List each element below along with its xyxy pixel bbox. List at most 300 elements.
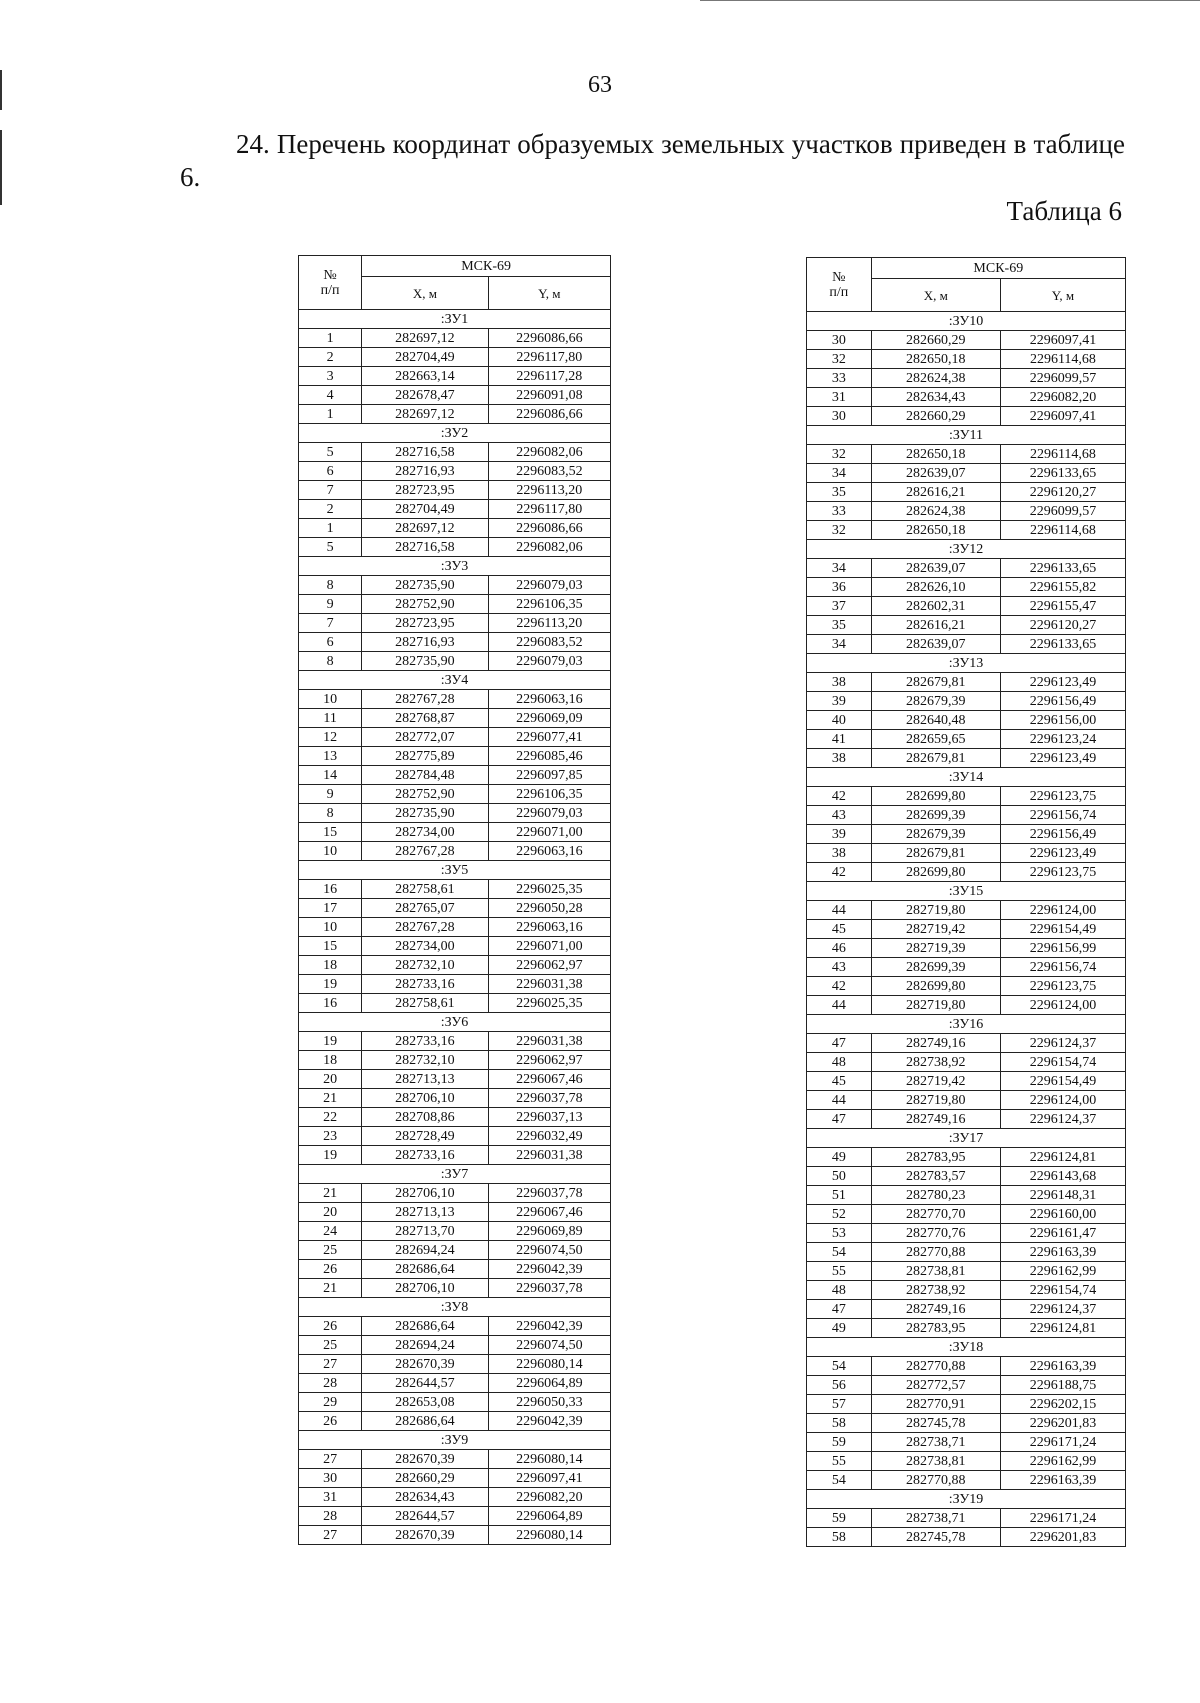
y-coordinate: 2296163,39 <box>1000 1471 1125 1490</box>
point-number: 9 <box>299 595 362 614</box>
table-row <box>807 578 1126 597</box>
point-number: 44 <box>807 1091 872 1110</box>
y-coordinate: 2296071,00 <box>488 937 610 956</box>
x-coordinate: 282783,95 <box>871 1319 1000 1338</box>
y-coordinate: 2296042,39 <box>488 1317 610 1336</box>
table-row <box>807 673 1126 692</box>
point-number: 5 <box>299 443 362 462</box>
x-coordinate: 282770,70 <box>871 1205 1000 1224</box>
point-number: 32 <box>807 350 872 369</box>
x-coordinate: 282723,95 <box>362 481 488 500</box>
parcel-group-row <box>299 861 611 880</box>
parcel-name: :ЗУ10 <box>807 312 1126 331</box>
x-coordinate: 282733,16 <box>362 975 488 994</box>
table-row <box>807 1509 1126 1528</box>
y-coordinate: 2296123,49 <box>1000 844 1125 863</box>
x-coordinate: 282734,00 <box>362 937 488 956</box>
table-row <box>299 937 611 956</box>
table-row <box>807 1186 1126 1205</box>
parcel-name: :ЗУ15 <box>807 882 1126 901</box>
table-row <box>807 1053 1126 1072</box>
point-number: 28 <box>299 1374 362 1393</box>
y-coordinate: 2296099,57 <box>1000 502 1125 521</box>
table-row <box>299 1374 611 1393</box>
y-coordinate: 2296154,74 <box>1000 1281 1125 1300</box>
table-row <box>807 1205 1126 1224</box>
intro-paragraph: 24. Перечень координат образуемых земельных участков приведен в таблице 6. <box>180 129 1125 192</box>
x-coordinate: 282660,29 <box>871 407 1000 426</box>
x-coordinate: 282733,16 <box>362 1032 488 1051</box>
y-coordinate: 2296124,81 <box>1000 1148 1125 1167</box>
table-row <box>807 1452 1126 1471</box>
parcel-name: :ЗУ17 <box>807 1129 1126 1148</box>
point-number: 35 <box>807 616 872 635</box>
y-coordinate: 2296163,39 <box>1000 1357 1125 1376</box>
y-coordinate: 2296071,00 <box>488 823 610 842</box>
table-row <box>299 614 611 633</box>
y-coordinate: 2296091,08 <box>488 386 610 405</box>
point-number: 32 <box>807 445 872 464</box>
table-row <box>807 559 1126 578</box>
parcel-name: :ЗУ8 <box>299 1298 611 1317</box>
y-coordinate: 2296025,35 <box>488 994 610 1013</box>
table-row <box>807 1414 1126 1433</box>
point-number: 54 <box>807 1357 872 1376</box>
x-coordinate: 282765,07 <box>362 899 488 918</box>
table-row <box>807 1167 1126 1186</box>
header-num-sub: п/п <box>829 284 849 300</box>
y-coordinate: 2296037,78 <box>488 1279 610 1298</box>
table-row <box>299 519 611 538</box>
y-coordinate: 2296155,47 <box>1000 597 1125 616</box>
x-coordinate: 282650,18 <box>871 521 1000 540</box>
y-coordinate: 2296123,75 <box>1000 977 1125 996</box>
x-coordinate: 282775,89 <box>362 747 488 766</box>
x-coordinate: 282663,14 <box>362 367 488 386</box>
point-number: 32 <box>807 521 872 540</box>
point-number: 10 <box>299 690 362 709</box>
table-row <box>299 1355 611 1374</box>
table-row <box>299 899 611 918</box>
point-number: 14 <box>299 766 362 785</box>
x-coordinate: 282735,90 <box>362 576 488 595</box>
point-number: 42 <box>807 977 872 996</box>
point-number: 44 <box>807 996 872 1015</box>
point-number: 7 <box>299 481 362 500</box>
x-coordinate: 282734,00 <box>362 823 488 842</box>
x-coordinate: 282738,71 <box>871 1433 1000 1452</box>
x-coordinate: 282719,39 <box>871 939 1000 958</box>
x-coordinate: 282719,80 <box>871 996 1000 1015</box>
table-row <box>299 1241 611 1260</box>
x-coordinate: 282719,42 <box>871 920 1000 939</box>
parcel-name: :ЗУ18 <box>807 1338 1126 1357</box>
point-number: 25 <box>299 1336 362 1355</box>
parcel-group-row <box>807 1338 1126 1357</box>
table-row <box>807 1262 1126 1281</box>
y-coordinate: 2296037,78 <box>488 1089 610 1108</box>
table-row <box>807 1528 1126 1547</box>
point-number: 38 <box>807 844 872 863</box>
y-coordinate: 2296117,80 <box>488 500 610 519</box>
point-number: 47 <box>807 1300 872 1319</box>
x-coordinate: 282719,80 <box>871 1091 1000 1110</box>
header-x: X, м <box>871 279 1000 312</box>
x-coordinate: 282706,10 <box>362 1184 488 1203</box>
parcel-group-row <box>299 310 611 329</box>
x-coordinate: 282770,88 <box>871 1243 1000 1262</box>
x-coordinate: 282738,81 <box>871 1262 1000 1281</box>
x-coordinate: 282624,38 <box>871 369 1000 388</box>
y-coordinate: 2296063,16 <box>488 690 610 709</box>
table-row <box>299 1051 611 1070</box>
parcel-name: :ЗУ6 <box>299 1013 611 1032</box>
x-coordinate: 282670,39 <box>362 1450 488 1469</box>
point-number: 54 <box>807 1243 872 1262</box>
table-row <box>299 386 611 405</box>
point-number: 8 <box>299 652 362 671</box>
table-row <box>807 844 1126 863</box>
y-coordinate: 2296201,83 <box>1000 1414 1125 1433</box>
table-row <box>807 597 1126 616</box>
x-coordinate: 282670,39 <box>362 1355 488 1374</box>
y-coordinate: 2296031,38 <box>488 1032 610 1051</box>
point-number: 6 <box>299 633 362 652</box>
point-number: 49 <box>807 1148 872 1167</box>
table-row <box>807 407 1126 426</box>
table-row <box>299 538 611 557</box>
table-row <box>807 350 1126 369</box>
table-row <box>807 711 1126 730</box>
y-coordinate: 2296114,68 <box>1000 521 1125 540</box>
point-number: 29 <box>299 1393 362 1412</box>
point-number: 30 <box>299 1469 362 1488</box>
parcel-group-row <box>299 557 611 576</box>
table-row <box>807 616 1126 635</box>
x-coordinate: 282653,08 <box>362 1393 488 1412</box>
parcel-name: :ЗУ14 <box>807 768 1126 787</box>
x-coordinate: 282738,71 <box>871 1509 1000 1528</box>
table-row <box>299 633 611 652</box>
table-row <box>807 1471 1126 1490</box>
header-y: Y, м <box>488 277 610 310</box>
point-number: 21 <box>299 1279 362 1298</box>
table-row <box>807 1357 1126 1376</box>
y-coordinate: 2296154,74 <box>1000 1053 1125 1072</box>
point-number: 48 <box>807 1053 872 1072</box>
parcel-group-row <box>807 768 1126 787</box>
point-number: 43 <box>807 958 872 977</box>
page-number: 63 <box>588 72 612 98</box>
y-coordinate: 2296124,37 <box>1000 1110 1125 1129</box>
table-row <box>299 1184 611 1203</box>
x-coordinate: 282699,39 <box>871 958 1000 977</box>
parcel-name: :ЗУ3 <box>299 557 611 576</box>
x-coordinate: 282738,81 <box>871 1452 1000 1471</box>
parcel-name: :ЗУ16 <box>807 1015 1126 1034</box>
table-row <box>807 1281 1126 1300</box>
table-row <box>299 462 611 481</box>
x-coordinate: 282679,39 <box>871 692 1000 711</box>
parcel-name: :ЗУ9 <box>299 1431 611 1450</box>
table-row <box>299 690 611 709</box>
table-row <box>807 920 1126 939</box>
parcel-name: :ЗУ4 <box>299 671 611 690</box>
x-coordinate: 282660,29 <box>362 1469 488 1488</box>
point-number: 1 <box>299 405 362 424</box>
y-coordinate: 2296133,65 <box>1000 464 1125 483</box>
x-coordinate: 282733,16 <box>362 1146 488 1165</box>
x-coordinate: 282745,78 <box>871 1528 1000 1547</box>
header-num-label: № <box>832 269 846 285</box>
parcel-group-row <box>299 1431 611 1450</box>
table-row <box>299 1526 611 1545</box>
y-coordinate: 2296160,00 <box>1000 1205 1125 1224</box>
table-row <box>299 1260 611 1279</box>
table-row <box>807 502 1126 521</box>
parcel-name: :ЗУ11 <box>807 426 1126 445</box>
y-coordinate: 2296156,74 <box>1000 958 1125 977</box>
y-coordinate: 2296097,41 <box>1000 331 1125 350</box>
y-coordinate: 2296124,00 <box>1000 901 1125 920</box>
parcel-name: :ЗУ13 <box>807 654 1126 673</box>
point-number: 8 <box>299 804 362 823</box>
header-system: МСК-69 <box>871 258 1125 279</box>
point-number: 58 <box>807 1528 872 1547</box>
table-row <box>807 806 1126 825</box>
parcel-group-row <box>807 1129 1126 1148</box>
table-row <box>299 785 611 804</box>
x-coordinate: 282634,43 <box>362 1488 488 1507</box>
y-coordinate: 2296083,52 <box>488 633 610 652</box>
table-row <box>807 464 1126 483</box>
point-number: 10 <box>299 918 362 937</box>
y-coordinate: 2296123,75 <box>1000 787 1125 806</box>
y-coordinate: 2296050,33 <box>488 1393 610 1412</box>
point-number: 31 <box>807 388 872 407</box>
point-number: 19 <box>299 1146 362 1165</box>
x-coordinate: 282686,64 <box>362 1412 488 1431</box>
table-row <box>299 766 611 785</box>
point-number: 34 <box>807 559 872 578</box>
y-coordinate: 2296062,97 <box>488 956 610 975</box>
point-number: 52 <box>807 1205 872 1224</box>
point-number: 51 <box>807 1186 872 1205</box>
x-coordinate: 282659,65 <box>871 730 1000 749</box>
y-coordinate: 2296031,38 <box>488 1146 610 1165</box>
point-number: 16 <box>299 880 362 899</box>
point-number: 18 <box>299 956 362 975</box>
y-coordinate: 2296097,41 <box>488 1469 610 1488</box>
x-coordinate: 282723,95 <box>362 614 488 633</box>
x-coordinate: 282699,80 <box>871 863 1000 882</box>
parcel-group-row <box>299 424 611 443</box>
table-row <box>299 1488 611 1507</box>
point-number: 43 <box>807 806 872 825</box>
y-coordinate: 2296202,15 <box>1000 1395 1125 1414</box>
x-coordinate: 282706,10 <box>362 1279 488 1298</box>
header-num <box>299 256 362 310</box>
y-coordinate: 2296085,46 <box>488 747 610 766</box>
header-x: X, м <box>362 277 488 310</box>
x-coordinate: 282679,81 <box>871 673 1000 692</box>
x-coordinate: 282706,10 <box>362 1089 488 1108</box>
y-coordinate: 2296086,66 <box>488 329 610 348</box>
x-coordinate: 282758,61 <box>362 994 488 1013</box>
point-number: 2 <box>299 348 362 367</box>
y-coordinate: 2296133,65 <box>1000 635 1125 654</box>
y-coordinate: 2296037,78 <box>488 1184 610 1203</box>
table-row <box>299 1469 611 1488</box>
x-coordinate: 282713,13 <box>362 1070 488 1089</box>
x-coordinate: 282639,07 <box>871 464 1000 483</box>
parcel-group-row <box>807 426 1126 445</box>
table-row <box>807 1395 1126 1414</box>
x-coordinate: 282752,90 <box>362 785 488 804</box>
x-coordinate: 282735,90 <box>362 804 488 823</box>
table-row <box>807 825 1126 844</box>
table-row <box>299 1279 611 1298</box>
y-coordinate: 2296156,74 <box>1000 806 1125 825</box>
x-coordinate: 282770,88 <box>871 1471 1000 1490</box>
table-row <box>299 1336 611 1355</box>
x-coordinate: 282713,13 <box>362 1203 488 1222</box>
point-number: 34 <box>807 635 872 654</box>
parcel-name: :ЗУ7 <box>299 1165 611 1184</box>
x-coordinate: 282694,24 <box>362 1336 488 1355</box>
x-coordinate: 282639,07 <box>871 559 1000 578</box>
y-coordinate: 2296124,00 <box>1000 996 1125 1015</box>
y-coordinate: 2296074,50 <box>488 1241 610 1260</box>
point-number: 39 <box>807 692 872 711</box>
table-row <box>299 1393 611 1412</box>
x-coordinate: 282749,16 <box>871 1034 1000 1053</box>
table-row <box>807 1300 1126 1319</box>
y-coordinate: 2296162,99 <box>1000 1262 1125 1281</box>
x-coordinate: 282749,16 <box>871 1300 1000 1319</box>
table-row <box>807 787 1126 806</box>
table-row <box>807 996 1126 1015</box>
x-coordinate: 282678,47 <box>362 386 488 405</box>
point-number: 27 <box>299 1450 362 1469</box>
header-num-label: № <box>323 267 337 283</box>
x-coordinate: 282650,18 <box>871 350 1000 369</box>
header-num-sub: п/п <box>320 282 340 298</box>
table-row <box>299 956 611 975</box>
x-coordinate: 282616,21 <box>871 616 1000 635</box>
point-number: 53 <box>807 1224 872 1243</box>
x-coordinate: 282738,92 <box>871 1281 1000 1300</box>
point-number: 3 <box>299 367 362 386</box>
table-row <box>299 329 611 348</box>
table-row <box>807 1243 1126 1262</box>
y-coordinate: 2296124,81 <box>1000 1319 1125 1338</box>
x-coordinate: 282694,24 <box>362 1241 488 1260</box>
parcel-group-row <box>807 312 1126 331</box>
table-row <box>807 692 1126 711</box>
y-coordinate: 2296067,46 <box>488 1070 610 1089</box>
x-coordinate: 282783,57 <box>871 1167 1000 1186</box>
x-coordinate: 282602,31 <box>871 597 1000 616</box>
y-coordinate: 2296069,89 <box>488 1222 610 1241</box>
point-number: 24 <box>299 1222 362 1241</box>
y-coordinate: 2296143,68 <box>1000 1167 1125 1186</box>
y-coordinate: 2296083,52 <box>488 462 610 481</box>
point-number: 13 <box>299 747 362 766</box>
x-coordinate: 282626,10 <box>871 578 1000 597</box>
point-number: 31 <box>299 1488 362 1507</box>
point-number: 55 <box>807 1452 872 1471</box>
y-coordinate: 2296188,75 <box>1000 1376 1125 1395</box>
y-coordinate: 2296086,66 <box>488 519 610 538</box>
point-number: 30 <box>807 407 872 426</box>
x-coordinate: 282679,81 <box>871 844 1000 863</box>
point-number: 36 <box>807 578 872 597</box>
point-number: 1 <box>299 519 362 538</box>
x-coordinate: 282713,70 <box>362 1222 488 1241</box>
y-coordinate: 2296031,38 <box>488 975 610 994</box>
point-number: 48 <box>807 1281 872 1300</box>
table-body-right <box>807 312 1126 1547</box>
parcel-group-row <box>807 540 1126 559</box>
y-coordinate: 2296114,68 <box>1000 445 1125 464</box>
point-number: 20 <box>299 1203 362 1222</box>
table-row <box>807 369 1126 388</box>
table-row <box>299 405 611 424</box>
x-coordinate: 282767,28 <box>362 918 488 937</box>
y-coordinate: 2296156,99 <box>1000 939 1125 958</box>
x-coordinate: 282670,39 <box>362 1526 488 1545</box>
y-coordinate: 2296123,75 <box>1000 863 1125 882</box>
point-number: 45 <box>807 1072 872 1091</box>
y-coordinate: 2296123,49 <box>1000 749 1125 768</box>
table-row <box>807 730 1126 749</box>
x-coordinate: 282716,58 <box>362 538 488 557</box>
table-row <box>299 1203 611 1222</box>
table-row <box>299 595 611 614</box>
y-coordinate: 2296106,35 <box>488 785 610 804</box>
point-number: 26 <box>299 1412 362 1431</box>
y-coordinate: 2296156,49 <box>1000 825 1125 844</box>
x-coordinate: 282644,57 <box>362 1374 488 1393</box>
x-coordinate: 282644,57 <box>362 1507 488 1526</box>
y-coordinate: 2296155,82 <box>1000 578 1125 597</box>
x-coordinate: 282772,07 <box>362 728 488 747</box>
point-number: 2 <box>299 500 362 519</box>
table-row <box>807 1433 1126 1452</box>
point-number: 28 <box>299 1507 362 1526</box>
point-number: 6 <box>299 462 362 481</box>
y-coordinate: 2296162,99 <box>1000 1452 1125 1471</box>
x-coordinate: 282719,42 <box>871 1072 1000 1091</box>
x-coordinate: 282738,92 <box>871 1053 1000 1072</box>
y-coordinate: 2296042,39 <box>488 1260 610 1279</box>
point-number: 33 <box>807 502 872 521</box>
point-number: 47 <box>807 1110 872 1129</box>
x-coordinate: 282716,93 <box>362 633 488 652</box>
table-row <box>807 1110 1126 1129</box>
table-row <box>299 1450 611 1469</box>
point-number: 47 <box>807 1034 872 1053</box>
parcel-group-row <box>807 1015 1126 1034</box>
table-row <box>299 1127 611 1146</box>
x-coordinate: 282697,12 <box>362 519 488 538</box>
table-row <box>807 331 1126 350</box>
coordinates-table-right <box>806 257 1126 1547</box>
point-number: 46 <box>807 939 872 958</box>
table-row <box>299 1108 611 1127</box>
x-coordinate: 282784,48 <box>362 766 488 785</box>
